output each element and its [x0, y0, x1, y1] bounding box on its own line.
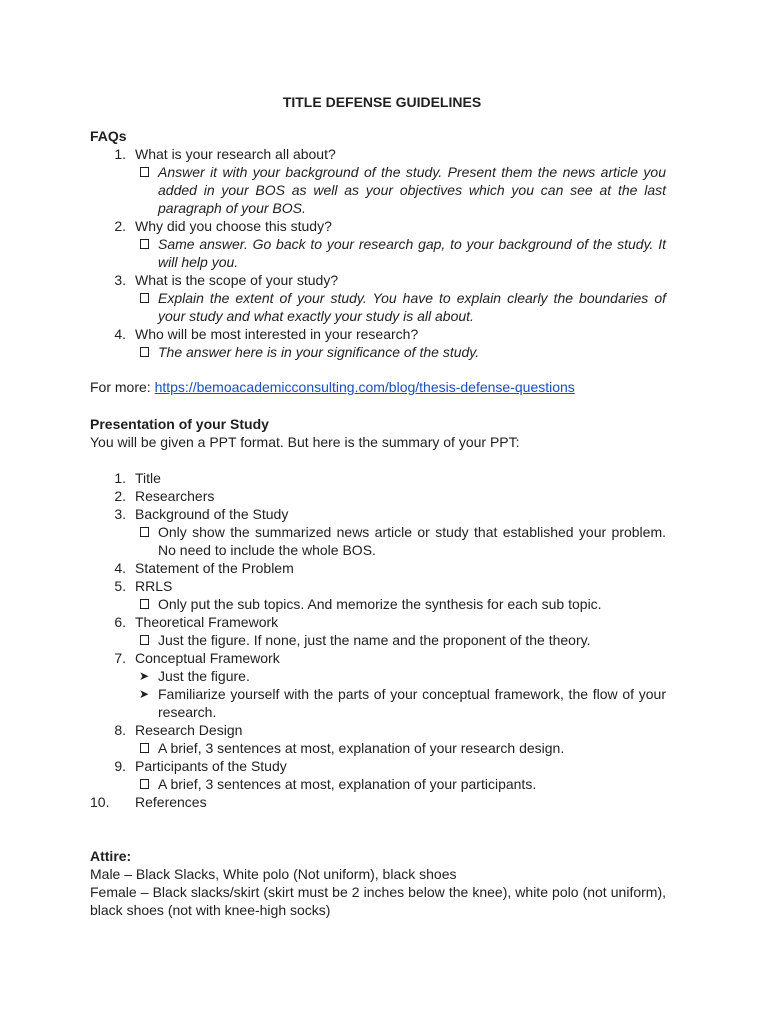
ppt-note-text: Just the figure. If none, just the name and the proponent of the theory. — [158, 632, 591, 648]
faq-answer — [90, 235, 666, 271]
ppt-note-text: A brief, 3 sentences at most, explanation of your participants. — [158, 776, 537, 792]
for-more-line — [90, 378, 666, 396]
ppt-item-note — [90, 739, 666, 757]
faq-source-link[interactable]: https://bemoacademicconsulting.com/blog/thesis-defense-questions — [154, 379, 575, 395]
checkbox-square-icon — [137, 631, 151, 649]
checkbox-square-icon — [137, 739, 151, 757]
ppt-item — [90, 613, 666, 631]
ppt-item-label: Research Design — [135, 722, 243, 738]
checkbox-square-icon — [137, 235, 151, 253]
checkbox-square-icon — [137, 775, 151, 793]
faq-answer — [90, 163, 666, 217]
list-number: 3. — [114, 506, 126, 522]
presentation-intro: You will be given a PPT format. But here is the summary of your PPT: — [90, 434, 520, 450]
faq-question: What is your research all about? — [135, 146, 336, 162]
ppt-item — [90, 577, 666, 595]
faq-item — [90, 217, 666, 235]
faq-answer — [90, 289, 666, 325]
faq-answer-text: Same answer. Go back to your research gap, to your background of the study. It will help you. — [158, 236, 666, 270]
ppt-note-text: Familiarize yourself with the parts of your conceptual framework, the flow of your research. — [158, 686, 666, 720]
list-number: 7. — [114, 650, 126, 666]
list-number: 4. — [114, 560, 126, 576]
attire-heading: Attire: — [90, 848, 132, 864]
ppt-item — [90, 487, 666, 505]
list-number: 1. — [114, 146, 126, 162]
list-number: 2. — [114, 488, 126, 504]
list-number: 4. — [114, 326, 126, 342]
ppt-note-text: A brief, 3 sentences at most, explanation of your research design. — [158, 740, 565, 756]
checkbox-square-icon — [137, 289, 151, 307]
faq-question: What is the scope of your study? — [135, 272, 339, 288]
ppt-item-label: Researchers — [135, 488, 215, 504]
ppt-item-label: Background of the Study — [135, 506, 289, 522]
document-title: TITLE DEFENSE GUIDELINES — [282, 94, 482, 110]
list-number: 5. — [114, 578, 126, 594]
attire-female: Female – Black slacks/skirt (skirt must be 2 inches below the knee), white polo (not uniform), black shoes (not with knee-high socks) — [90, 884, 666, 918]
ppt-item-label: Participants of the Study — [135, 758, 287, 774]
ppt-note-text: Just the figure. — [158, 668, 250, 684]
faq-answer-text: Explain the extent of your study. You have to explain clearly the boundaries of your study and what exactly your study is all about. — [158, 290, 666, 324]
list-number: 3. — [114, 272, 126, 288]
ppt-item-note — [90, 523, 666, 559]
checkbox-square-icon — [137, 343, 151, 361]
ppt-item-note — [90, 631, 666, 649]
document-body — [90, 93, 666, 919]
ppt-item — [90, 649, 666, 667]
attire-male: Male – Black Slacks, White polo (Not uniform), black shoes — [90, 866, 457, 882]
faq-answer-text: Answer it with your background of the study. Present them the news article you added in your BOS as well as your objectives which you can see at the last paragraph of your BOS. — [158, 164, 666, 216]
faq-item — [90, 271, 666, 289]
faq-question: Why did you choose this study? — [135, 218, 332, 234]
ppt-item-note — [90, 595, 666, 613]
ppt-item — [90, 721, 666, 739]
list-number: 1. — [114, 470, 126, 486]
faqs-heading: FAQs — [90, 128, 127, 144]
ppt-item-label: Conceptual Framework — [135, 650, 280, 666]
ppt-item-label: Theoretical Framework — [135, 614, 279, 630]
ppt-item — [90, 505, 666, 523]
ppt-note-text: Only put the sub topics. And memorize the synthesis for each sub topic. — [158, 596, 602, 612]
faq-answer-text: The answer here is in your significance of the study. — [158, 344, 480, 360]
list-number: 6. — [114, 614, 126, 630]
ppt-item-note — [90, 775, 666, 793]
checkbox-square-icon — [137, 595, 151, 613]
faq-list — [90, 145, 666, 361]
ppt-item — [90, 559, 666, 577]
ppt-item-note — [90, 685, 666, 721]
ppt-item-label: References — [135, 794, 207, 810]
ppt-item-label: Statement of the Problem — [135, 560, 294, 576]
ppt-item-label: RRLS — [135, 578, 173, 594]
list-number: 2. — [114, 218, 126, 234]
for-more-label: For more: — [90, 379, 155, 395]
ppt-item — [90, 469, 666, 487]
faq-answer — [90, 343, 666, 361]
ppt-item-label: Title — [135, 470, 161, 486]
ppt-item — [90, 793, 666, 811]
arrowhead-bullet-icon: ➤ — [138, 669, 150, 683]
ppt-outline-list — [90, 469, 666, 811]
faq-question: Who will be most interested in your research? — [135, 326, 419, 342]
list-number: 9. — [114, 758, 126, 774]
ppt-item — [90, 757, 666, 775]
ppt-note-text: Only show the summarized news article or study that established your problem. No need to include the whole BOS. — [158, 524, 666, 558]
checkbox-square-icon — [137, 163, 151, 181]
list-number: 8. — [114, 722, 126, 738]
faq-item — [90, 325, 666, 343]
arrowhead-bullet-icon: ➤ — [138, 687, 150, 701]
list-number: 10. — [90, 794, 110, 810]
faq-item — [90, 145, 666, 163]
ppt-item-note — [90, 667, 666, 685]
checkbox-square-icon — [137, 523, 151, 541]
presentation-heading: Presentation of your Study — [90, 416, 269, 432]
